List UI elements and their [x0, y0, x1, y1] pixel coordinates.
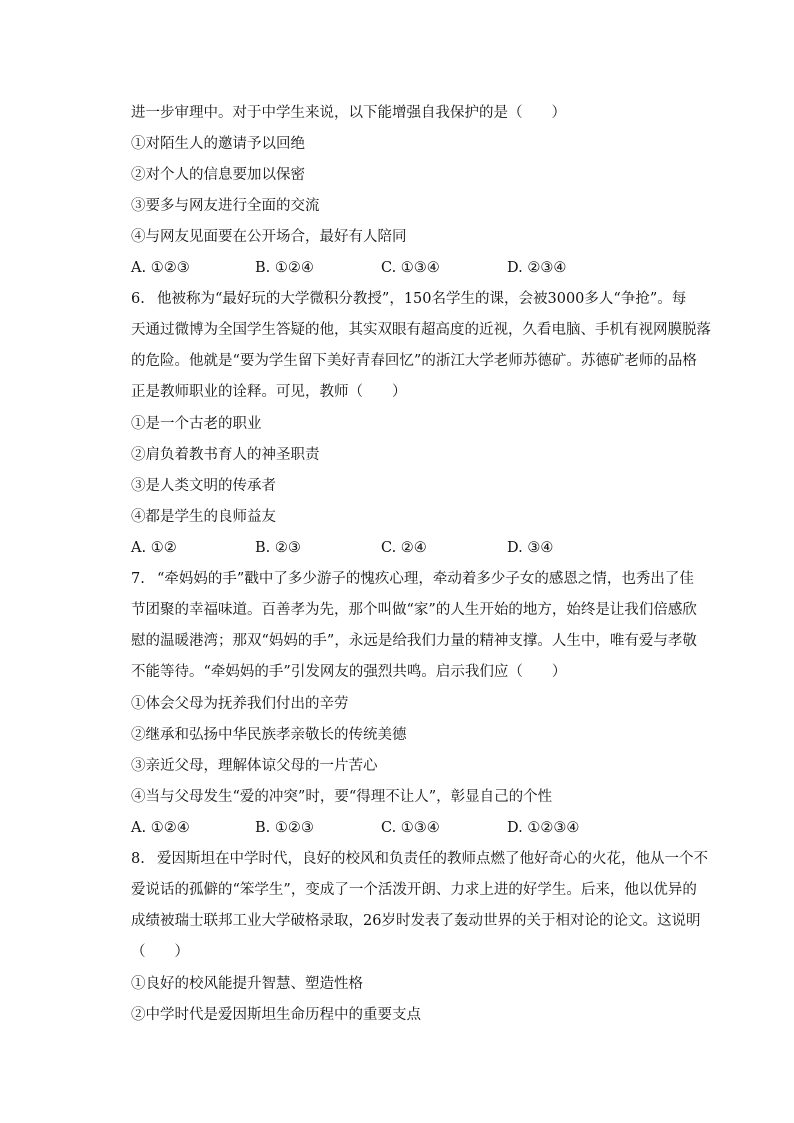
- q6-stem-line-4: 正是教师职业的诠释。可见，教师（ ）: [131, 384, 407, 400]
- q6-stem-line-3: 的危险。他就是“要为学生留下美好青春回忆”的浙江大学老师苏德矿。苏德矿老师的品格: [131, 353, 697, 369]
- q6-stem-line-2: 天通过微博为全国学生答疑的他，其实双眼有超高度的近视，久看电脑、手机有视网膜脱落: [131, 322, 711, 338]
- q5-statement-4: ④与网友见面要在公开场合，最好有人陪同: [131, 229, 407, 245]
- q6-statement-2: ②肩负着教书育人的神圣职责: [131, 447, 320, 463]
- q7-statement-3: ③亲近父母，理解体谅父母的一片苦心: [131, 758, 378, 774]
- q7-option-b[interactable]: B. ①②③: [255, 820, 314, 836]
- q7-number: 7.: [131, 571, 145, 587]
- q6-stem-line-1: [131, 289, 686, 309]
- q5-stem-tail: 进一步审理中。对于中学生来说，以下能增强自我保护的是（ ）: [131, 105, 566, 121]
- q6-option-c[interactable]: C. ②④: [381, 540, 427, 556]
- q6-statement-4: ④都是学生的良师益友: [131, 509, 276, 525]
- q6-statement-3: ③是人类文明的传承者: [131, 478, 276, 494]
- q6-option-b[interactable]: B. ②③: [255, 540, 301, 556]
- q7-stem-text-1: “牵妈妈的手”戳中了多少游子的愧疚心理，牵动着多少子女的感恩之情，也秀出了佳: [157, 571, 694, 587]
- q7-option-a[interactable]: A. ①②④: [131, 820, 190, 836]
- q6-stem-text-1: 他被称为“最好玩的大学微积分教授”，150名学生的课，会被3000多人“争抢”。每: [157, 291, 687, 307]
- q6-number: 6.: [131, 291, 145, 307]
- q7-stem-line-1: [131, 569, 694, 589]
- q5-statement-3: ③要多与网友进行全面的交流: [131, 198, 320, 214]
- q7-statement-2: ②继承和弘扬中华民族孝亲敬长的传统美德: [131, 727, 407, 743]
- q8-statement-2: ②中学时代是爱因斯坦生命历程中的重要支点: [131, 1007, 421, 1023]
- q7-options: [131, 818, 691, 838]
- q5-option-c[interactable]: C. ①③④: [381, 260, 440, 276]
- q6-option-a[interactable]: A. ①②: [131, 540, 177, 556]
- q7-stem-line-2: 节团聚的幸福味道。百善孝为先，那个叫做“家”的人生开始的地方，始终是让我们倍感欣: [131, 602, 697, 618]
- q6-options: [131, 538, 691, 558]
- q5-option-a[interactable]: A. ①②③: [131, 260, 190, 276]
- q5-statement-2: ②对个人的信息要加以保密: [131, 167, 305, 183]
- q7-stem-line-3: 慰的温暖港湾；那双“妈妈的手”，永远是给我们力量的精神支撑。人生中，唯有爱与孝敬: [131, 633, 697, 649]
- q5-option-b[interactable]: B. ①②④: [255, 260, 314, 276]
- q5-statement-1: ①对陌生人的邀请予以回绝: [131, 136, 305, 152]
- q8-stem-line-4: （ ）: [131, 944, 189, 960]
- q7-option-d[interactable]: D. ①②③④: [507, 820, 580, 836]
- q6-option-d[interactable]: D. ③④: [507, 540, 554, 556]
- q7-option-c[interactable]: C. ①③④: [381, 820, 440, 836]
- q7-statement-1: ①体会父母为抚养我们付出的辛劳: [131, 696, 349, 712]
- q8-statement-1: ①良好的校风能提升智慧、塑造性格: [131, 976, 363, 992]
- q5-option-d[interactable]: D. ②③④: [507, 260, 567, 276]
- q7-stem-line-4: 不能等待。“牵妈妈的手”引发网友的强烈共鸣。启示我们应（ ）: [131, 664, 567, 680]
- q6-statement-1: ①是一个古老的职业: [131, 416, 262, 432]
- q8-number: 8.: [131, 851, 145, 867]
- q8-stem-text-1: 爱因斯坦在中学时代，良好的校风和负责任的教师点燃了他好奇心的火花，他从一个不: [157, 851, 708, 867]
- q8-stem-line-3: 成绩被瑞士联邦工业大学破格录取，26岁时发表了轰动世界的关于相对论的论文。这说明: [131, 913, 701, 929]
- q8-stem-line-1: [131, 849, 708, 869]
- q8-stem-line-2: 爱说话的孤僻的“笨学生”，变成了一个活泼开朗、力求上进的好学生。后来，他以优异的: [131, 882, 697, 898]
- q5-options: [131, 258, 691, 278]
- q7-statement-4: ④当与父母发生“爱的冲突”时，要“得理不让人”，彰显自己的个性: [131, 789, 553, 805]
